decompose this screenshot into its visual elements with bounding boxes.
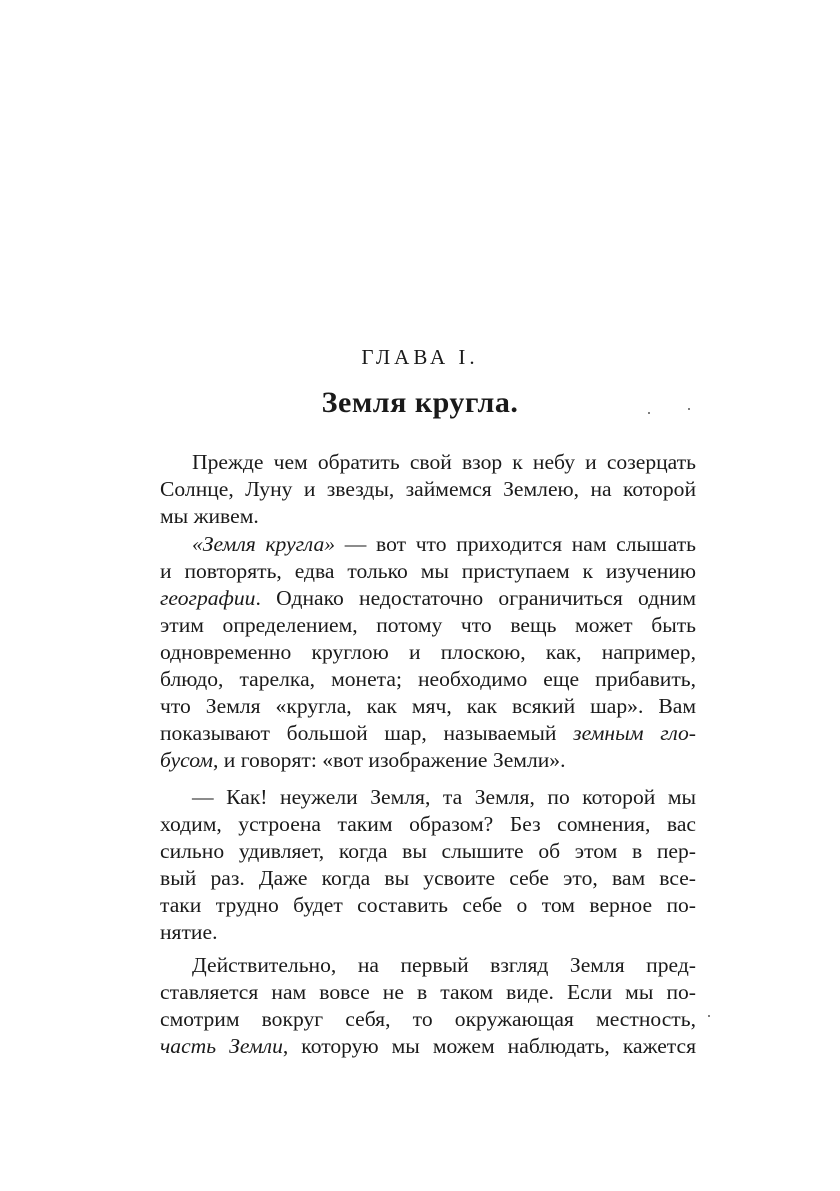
italic-phrase: «Земля кругла» [192, 532, 336, 556]
text-line: смотрим вокруг себя, то окружающая местность, [160, 1007, 696, 1031]
text-line: показывают большой шар, называемый земным гло- [160, 721, 696, 745]
text-line: географии. Однако недостаточно ограничиться одним [160, 586, 696, 610]
paragraph-2 [160, 531, 696, 774]
text-line: вый раз. Даже когда вы усвоите себе это, вам все- [160, 866, 696, 890]
chapter-title: Земля кругла. [321, 386, 519, 419]
paragraph-1 [160, 449, 696, 530]
italic-phrase: земным гло- [573, 721, 696, 745]
text-line: Солнце, Луну и звезды, займемся Землею, на которой [160, 477, 696, 501]
text-line: часть Земли, которую мы можем наблюдать, кажется [160, 1034, 696, 1058]
scan-speck [648, 412, 650, 414]
paragraph-4 [160, 952, 696, 1060]
text-line: бусом, и говорят: «вот изображение Земли». [160, 748, 566, 772]
text-line: Действительно, на первый взгляд Земля пред- [192, 953, 696, 977]
text-line: ходим, устроена таким образом? Без сомнения, вас [160, 812, 696, 836]
text-line: и повторять, едва только мы приступаем к изучению [160, 559, 696, 583]
text-line: одновременно круглою и плоскою, как, например, [160, 640, 696, 664]
text-line: ставляется нам вовсе не в таком виде. Если мы по- [160, 980, 696, 1004]
text-line: «Земля кругла» — вот что приходится нам слышать [192, 532, 696, 556]
italic-phrase: часть Земли [160, 1034, 283, 1058]
text-line: блюдо, тарелка, монета; необходимо еще прибавить, [160, 667, 696, 691]
text-line: сильно удивляет, когда вы слышите об этом в пер- [160, 839, 696, 863]
text-line: Прежде чем обратить свой взор к небу и созерцать [192, 450, 696, 474]
text-line: таки трудно будет составить себе о том верное по- [160, 893, 696, 917]
italic-phrase: бусом [160, 748, 213, 772]
text-line: мы живем. [160, 504, 259, 528]
scan-speck [708, 1015, 710, 1017]
text-line: — Как! неужели Земля, та Земля, по которой мы [192, 785, 696, 809]
paragraph-3 [160, 784, 696, 946]
scan-speck [688, 408, 690, 410]
text-line: что Земля «кругла, как мяч, как всякий шар». Вам [160, 694, 696, 718]
text-line: этим определением, потому что вещь может быть [160, 613, 696, 637]
text-line: нятие. [160, 920, 218, 944]
chapter-label: ГЛАВА I. [361, 345, 479, 369]
italic-phrase: географии [160, 586, 256, 610]
